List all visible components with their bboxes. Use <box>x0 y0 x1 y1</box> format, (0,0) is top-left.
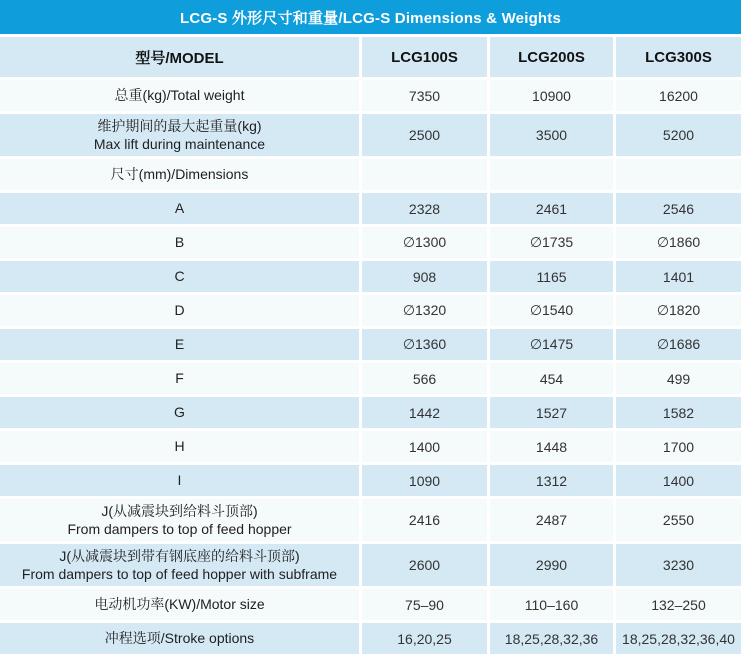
cell-value: 1090 <box>362 465 487 496</box>
row-label <box>0 363 359 394</box>
table-row-g <box>0 397 741 428</box>
row-label-zh: J(从减震块到带有钢底座的给料斗顶部) <box>59 547 300 564</box>
column-header-lcg100s: LCG100S <box>362 37 487 77</box>
row-label-text: 电动机功率(KW)/Motor size <box>94 596 265 613</box>
cell-value: 2550 <box>616 499 741 541</box>
cell-value: 2487 <box>490 499 613 541</box>
row-label <box>0 295 359 326</box>
row-label-text: D <box>174 302 185 319</box>
cell-value: 75–90 <box>362 589 487 620</box>
cell-value: ∅1860 <box>616 227 741 258</box>
cell-value: 18,25,28,32,36 <box>490 623 613 654</box>
title-bar <box>0 0 741 34</box>
cell-value: 7350 <box>362 80 487 111</box>
cell-value: 908 <box>362 261 487 292</box>
table-row-a <box>0 193 741 224</box>
row-label <box>0 80 359 111</box>
cell-value: 1312 <box>490 465 613 496</box>
cell-value: 1165 <box>490 261 613 292</box>
cell-value: 5200 <box>616 114 741 156</box>
cell-value: 1700 <box>616 431 741 462</box>
cell-value: 16,20,25 <box>362 623 487 654</box>
table-row-max-lift <box>0 114 741 156</box>
row-label-text: G <box>174 404 185 421</box>
row-label-text: I <box>177 472 182 489</box>
cell-value: 110–160 <box>490 589 613 620</box>
cell-value: ∅1475 <box>490 329 613 360</box>
table-header-row <box>0 37 741 77</box>
cell-value: 1400 <box>362 431 487 462</box>
table-row-j-feed-hopper <box>0 499 741 541</box>
row-label <box>0 499 359 541</box>
table-row-stroke-options <box>0 623 741 654</box>
row-label <box>0 261 359 292</box>
cell-value: 499 <box>616 363 741 394</box>
column-header-lcg300s: LCG300S <box>616 37 741 77</box>
row-label-en: From dampers to top of feed hopper with subframe <box>21 566 338 582</box>
cell-value: ∅1300 <box>362 227 487 258</box>
row-label <box>0 431 359 462</box>
column-header-lcg200s: LCG200S <box>490 37 613 77</box>
row-label-text: 冲程选项/Stroke options <box>104 630 255 647</box>
cell-value: 1448 <box>490 431 613 462</box>
cell-value: 16200 <box>616 80 741 111</box>
row-label-text: B <box>174 234 185 251</box>
row-label-zh: 维护期间的最大起重量(kg) <box>97 117 262 134</box>
spec-table <box>0 37 741 654</box>
row-label <box>0 193 359 224</box>
table-row-total-weight <box>0 80 741 111</box>
cell-value: 2416 <box>362 499 487 541</box>
page-title: LCG-S 外形尺寸和重量/LCG-S Dimensions & Weights <box>179 9 562 27</box>
row-label-text: 尺寸(mm)/Dimensions <box>110 166 249 183</box>
table-row-e <box>0 329 741 360</box>
table-row-f <box>0 363 741 394</box>
row-label <box>0 329 359 360</box>
row-label-en: From dampers to top of feed hopper <box>67 521 292 537</box>
cell-value: ∅1735 <box>490 227 613 258</box>
row-label <box>0 227 359 258</box>
cell-value: 2990 <box>490 544 613 586</box>
cell-value: 1527 <box>490 397 613 428</box>
table-row-d <box>0 295 741 326</box>
row-label-text: C <box>174 268 185 285</box>
cell-value: 2500 <box>362 114 487 156</box>
cell-value: 132–250 <box>616 589 741 620</box>
row-label-text: A <box>174 200 185 217</box>
cell-value: 3230 <box>616 544 741 586</box>
cell-value: ∅1360 <box>362 329 487 360</box>
cell-value: ∅1320 <box>362 295 487 326</box>
column-header-model: 型号/MODEL <box>0 37 359 77</box>
table-row-h <box>0 431 741 462</box>
cell-value: 2461 <box>490 193 613 224</box>
cell-value: 1401 <box>616 261 741 292</box>
row-label <box>0 544 359 586</box>
cell-value: 2600 <box>362 544 487 586</box>
cell-value: 2328 <box>362 193 487 224</box>
table-row-c <box>0 261 741 292</box>
cell-value <box>616 159 741 190</box>
cell-value: 454 <box>490 363 613 394</box>
cell-value: 3500 <box>490 114 613 156</box>
table-row-i <box>0 465 741 496</box>
cell-value: 1442 <box>362 397 487 428</box>
cell-value: ∅1686 <box>616 329 741 360</box>
cell-value: 18,25,28,32,36,40 <box>616 623 741 654</box>
table-row-motor-size <box>0 589 741 620</box>
row-label <box>0 397 359 428</box>
cell-value <box>362 159 487 190</box>
table-row-b <box>0 227 741 258</box>
row-label <box>0 114 359 156</box>
row-label-text: E <box>174 336 185 353</box>
row-label-en: Max lift during maintenance <box>93 136 266 152</box>
row-label <box>0 623 359 654</box>
row-label <box>0 159 359 190</box>
table-row-dimensions-section <box>0 159 741 190</box>
row-label-text: 总重(kg)/Total weight <box>114 87 245 104</box>
row-label-text: H <box>174 438 185 455</box>
table-row-j-subframe <box>0 544 741 586</box>
row-label-text: F <box>175 370 184 387</box>
row-label <box>0 589 359 620</box>
cell-value: 10900 <box>490 80 613 111</box>
cell-value: 566 <box>362 363 487 394</box>
cell-value <box>490 159 613 190</box>
cell-value: 1400 <box>616 465 741 496</box>
row-label <box>0 465 359 496</box>
cell-value: 1582 <box>616 397 741 428</box>
cell-value: 2546 <box>616 193 741 224</box>
cell-value: ∅1540 <box>490 295 613 326</box>
row-label-zh: J(从减震块到给料斗顶部) <box>101 502 258 519</box>
cell-value: ∅1820 <box>616 295 741 326</box>
